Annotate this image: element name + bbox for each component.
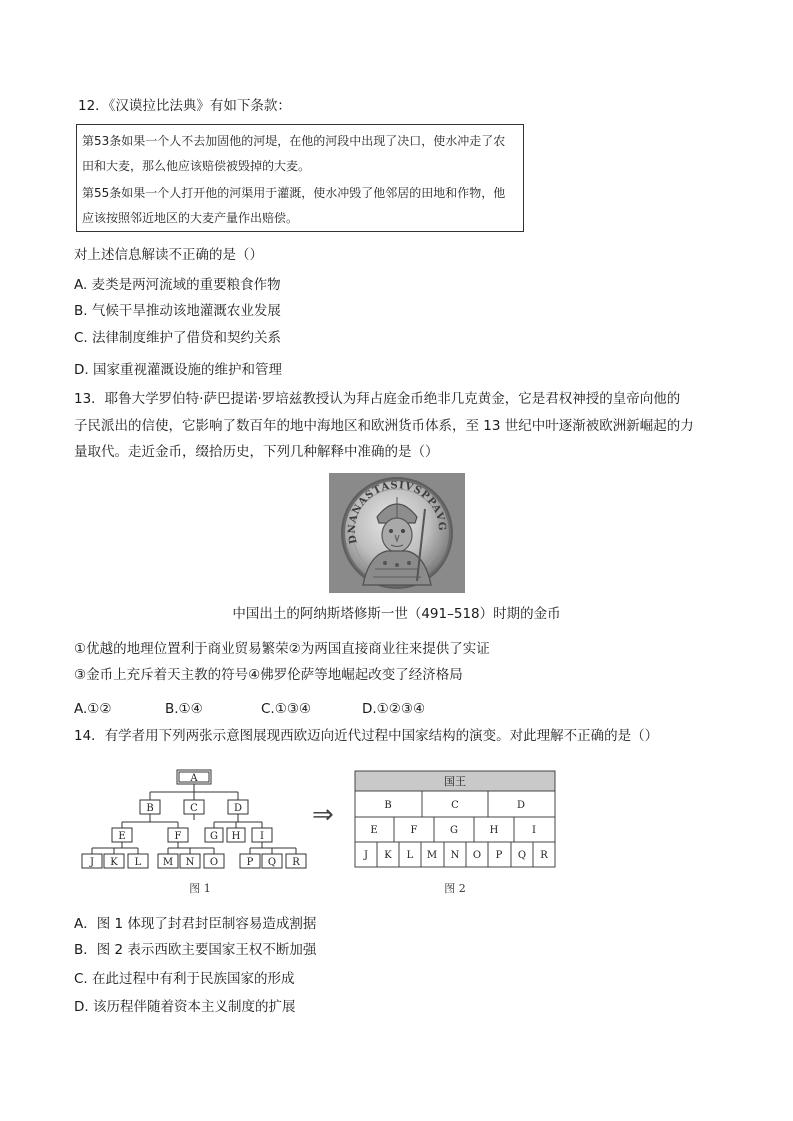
figure-2-royal-table bbox=[354, 770, 558, 898]
q13-stem-line-3: 量取代。走近金币，缀拾历史，下列几种解释中准确的是（） bbox=[74, 444, 439, 460]
fig2-cell-c: C bbox=[451, 800, 459, 811]
fig1-label: 图 1 bbox=[189, 882, 211, 895]
fig2-cell-g: G bbox=[450, 825, 458, 836]
coin-inscription: DNANASTASIVSPPAVG bbox=[346, 480, 448, 545]
fig1-node-r: R bbox=[292, 857, 300, 868]
fig1-node-l: L bbox=[134, 857, 142, 868]
q13-choice-c: C.①③④ bbox=[261, 701, 312, 717]
fig1-node-f: F bbox=[174, 831, 182, 842]
q13-statements-line-2: ③金币上充斥着天主教的符号④佛罗伦萨等地崛起改变了经济格局 bbox=[74, 667, 463, 683]
fig1-node-h: H bbox=[231, 831, 241, 842]
fig1-node-j: J bbox=[89, 857, 95, 868]
fig1-node-c: C bbox=[190, 803, 198, 814]
fig2-cell-l: L bbox=[406, 850, 414, 861]
fig1-node-a: A bbox=[190, 773, 198, 784]
fig2-cell-m: M bbox=[426, 850, 438, 861]
transition-arrow-icon: ⇒ bbox=[312, 800, 334, 830]
fig1-node-b: B bbox=[146, 803, 154, 814]
fig1-node-k: K bbox=[110, 857, 118, 868]
q13-choice-d: D.①②③④ bbox=[362, 701, 426, 717]
q12-box-line-2: 田和大麦，那么他应该赔偿被毁掉的大麦。 bbox=[82, 159, 311, 173]
fig2-cell-b: B bbox=[384, 800, 392, 811]
q12-box-line-4: 应该按照邻近地区的大麦产量作出赔偿。 bbox=[82, 211, 299, 225]
q14-option-b: B．图 2 表示西欧主要国家王权不断加强 bbox=[74, 942, 317, 958]
q13-choice-a: A.①② bbox=[74, 701, 112, 717]
q12-box-line-1: 第53条如果一个人不去加固他的河堤，在他的河段中出现了决口，使水冲走了农 bbox=[82, 134, 506, 148]
fig1-node-q: Q bbox=[267, 857, 277, 868]
fig1-node-p: P bbox=[246, 857, 254, 868]
fig1-node-i: I bbox=[260, 831, 264, 842]
coin-image bbox=[329, 473, 465, 593]
fig2-label: 图 2 bbox=[444, 882, 466, 895]
q12-option-a: A. 麦类是两河流域的重要粮食作物 bbox=[74, 277, 281, 293]
fig1-node-e: E bbox=[118, 831, 126, 842]
q12-option-c: C. 法律制度维护了借贷和契约关系 bbox=[74, 330, 282, 346]
q13-stem-line-2: 子民派出的信使，它影响了数百年的地中海地区和欧洲货币体系，至 13 世纪中叶逐渐被欧洲新崛起的力 bbox=[74, 418, 694, 434]
fig1-node-n: N bbox=[185, 857, 195, 868]
fig2-cell-f: F bbox=[410, 825, 418, 836]
q12-stem: 12．《汉谟拉比法典》有如下条款： bbox=[78, 98, 291, 114]
fig2-cell-d: D bbox=[516, 800, 526, 811]
q13-stem-line-1: 13．耶鲁大学罗伯特·萨巴提诺·罗培兹教授认为拜占庭金币绝非几克黄金，它是君权神授的皇帝向他的 bbox=[74, 391, 681, 407]
q14-option-c: C. 在此过程中有利于民族国家的形成 bbox=[74, 971, 295, 987]
fig2-cell-q: Q bbox=[517, 850, 527, 861]
q12-question: 对上述信息解读不正确的是（） bbox=[74, 247, 263, 263]
fig2-cell-n: N bbox=[450, 850, 460, 861]
figure-1-feudal-tree bbox=[74, 762, 344, 898]
fig1-node-g: G bbox=[210, 831, 218, 842]
fig2-cell-j: J bbox=[363, 850, 369, 861]
fig2-cell-i: I bbox=[532, 825, 536, 836]
fig2-cell-p: P bbox=[495, 850, 503, 861]
q12-option-b: B. 气候干旱推动该地灌溉农业发展 bbox=[74, 303, 281, 319]
fig2-cell-h: H bbox=[489, 825, 499, 836]
fig2-cell-r: R bbox=[540, 850, 548, 861]
fig2-cell-e: E bbox=[370, 825, 378, 836]
coin-photo bbox=[329, 473, 465, 593]
q12-law-excerpt-box bbox=[76, 124, 524, 232]
coin-caption: 中国出土的阿纳斯塔修斯一世（491–518）时期的金币 bbox=[232, 606, 561, 622]
q12-option-d: D. 国家重视灌溉设施的维护和管理 bbox=[74, 362, 282, 378]
fig1-node-m: M bbox=[162, 857, 174, 868]
fig2-title-king: 国王 bbox=[444, 775, 466, 788]
fig1-node-o: O bbox=[209, 857, 219, 868]
fig1-node-d: D bbox=[233, 803, 243, 814]
q14-stem: 14．有学者用下列两张示意图展现西欧迈向近代过程中国家结构的演变。对此理解不正确的是（） bbox=[74, 728, 659, 744]
q14-option-d: D. 该历程伴随着资本主义制度的扩展 bbox=[74, 999, 296, 1015]
q13-choice-b: B.①④ bbox=[165, 701, 203, 717]
fig2-cell-k: K bbox=[384, 850, 392, 861]
q12-box-line-3: 第55条如果一个人打开他的河渠用于灌溉，使水冲毁了他邻居的田地和作物，他 bbox=[82, 186, 506, 200]
q13-statements-line-1: ①优越的地理位置利于商业贸易繁荣②为两国直接商业往来提供了实证 bbox=[74, 641, 490, 657]
q14-option-a: A．图 1 体现了封君封臣制容易造成割据 bbox=[74, 916, 317, 932]
fig2-cell-o: O bbox=[472, 850, 482, 861]
